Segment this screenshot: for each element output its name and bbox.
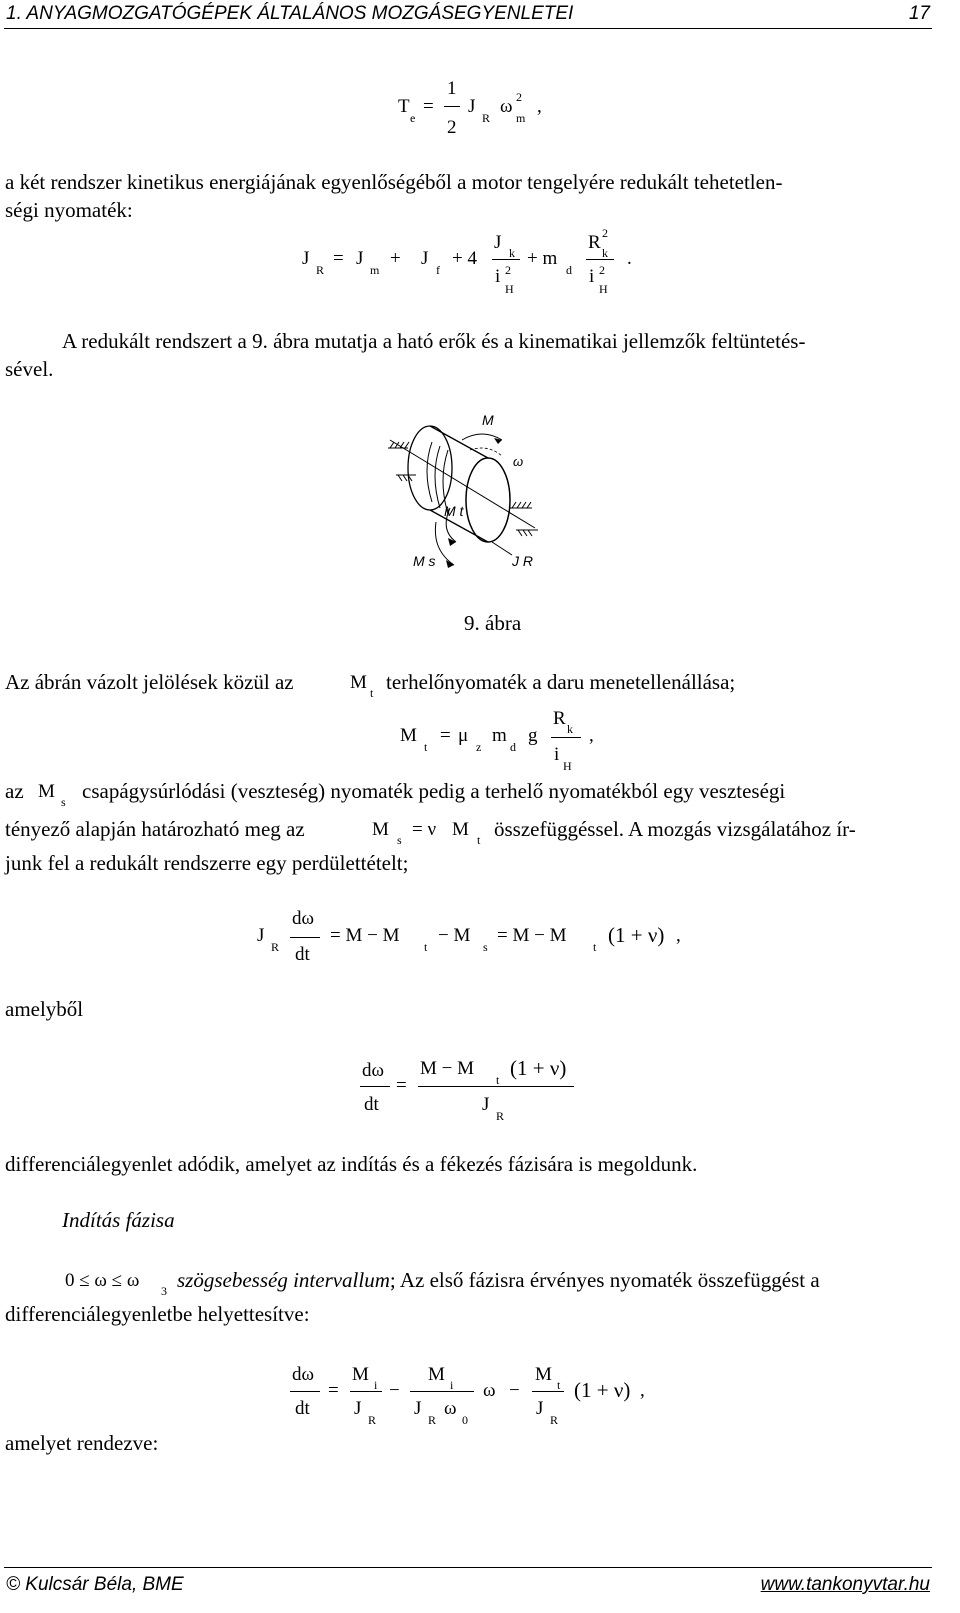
figure-caption: 9. ábra	[464, 611, 522, 635]
paragraph-5: differenciálegyenlet adódik, amelyet az indítás és a fékezés fázisára is megoldunk.	[5, 1152, 698, 1176]
paragraph-4-az: az	[5, 779, 24, 803]
amelybol-text: amelyből	[5, 997, 84, 1021]
fraction-bar	[410, 1391, 474, 1392]
fraction-bar	[532, 1391, 564, 1392]
rotating-drum-diagram	[370, 400, 570, 590]
footer-url-link[interactable]: www.tankonyvtar.hu	[760, 1574, 930, 1595]
omega-interval: 0 ≤ ω ≤ ω	[65, 1270, 140, 1291]
paragraph-4-line-2b: összefüggéssel. A mozgás vizsgálatához ír-	[494, 817, 856, 841]
fraction-bar	[492, 259, 520, 260]
paragraph-1-line-1: a két rendszer kinetikus energiájának egyenlőségéből a motor tengelyére redukált tehetetlen-	[5, 170, 783, 194]
footer-author: © Kulcsár Béla, BME	[6, 1574, 184, 1595]
inline-Ms-symbol: M	[38, 781, 55, 802]
paragraph-2-line-1: A redukált rendszert a 9. ábra mutatja a ható erők és a kinematikai jellemzők feltüntetés-	[62, 329, 806, 353]
amelyet-rendezve-text: amelyet rendezve:	[5, 1431, 159, 1455]
fraction-bar	[350, 1391, 382, 1392]
header-title: 1. ANYAGMOZGATÓGÉPEK ÁLTALÁNOS MOZGÁSEGYENLETEI	[6, 3, 574, 24]
section-heading-inditas: Indítás fázisa	[62, 1208, 175, 1232]
fraction-bar	[586, 259, 614, 260]
paragraph-4-line-3: junk fel a redukált rendszerre egy perdülettételt;	[5, 851, 409, 875]
paragraph-4-rest: csapágysúrlódási (veszteség) nyomaték pedig a terhelő nyomatékból egy veszteségi	[82, 779, 786, 803]
fraction-bar	[360, 1086, 390, 1087]
fraction-bar	[444, 106, 460, 107]
paragraph-3-after: terhelőnyomaték a daru menetellenállása;	[386, 670, 736, 694]
header-rule	[4, 28, 932, 29]
inline-Mt-symbol: M	[350, 672, 367, 693]
fraction-bar	[418, 1086, 574, 1087]
label-M: M	[482, 412, 494, 428]
paragraph-1-line-2: ségi nyomaték:	[5, 198, 133, 222]
footer-rule	[4, 1567, 932, 1568]
interval-italic: szögsebesség intervallum	[177, 1268, 390, 1292]
running-header	[6, 3, 930, 25]
page-number: 17	[908, 3, 930, 24]
paragraph-4-line-2a: tényező alapján határozható meg az	[5, 817, 305, 841]
paragraph-6-rest: ; Az első fázisra érvényes nyomaték összefüggést a	[389, 1268, 820, 1292]
paragraph-2-line-2: sével.	[5, 357, 54, 381]
label-Ms: M s	[413, 553, 436, 569]
paragraph-6-line-1	[177, 1266, 820, 1294]
fraction-bar	[290, 1391, 320, 1392]
label-omega: ω	[513, 454, 524, 469]
label-Mt: M t	[444, 503, 464, 519]
fraction-bar	[551, 737, 581, 738]
label-JR: J R	[512, 553, 533, 569]
fraction-bar	[290, 937, 320, 938]
paragraph-3-before: Az ábrán vázolt jelölések közül az	[5, 670, 294, 694]
paragraph-6-line-2: differenciálegyenletbe helyettesítve:	[5, 1302, 310, 1326]
